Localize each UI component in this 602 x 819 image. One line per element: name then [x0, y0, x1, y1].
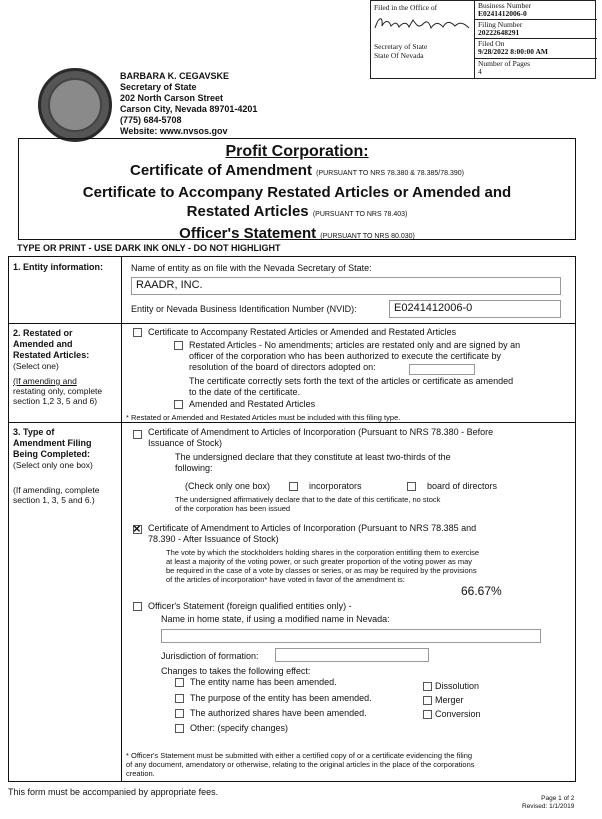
vote-text — [166, 548, 479, 584]
filed-on-label: Filed On — [478, 39, 505, 48]
before-issuance-l2: Issuance of Stock) — [148, 438, 223, 448]
board-checkbox[interactable] — [407, 482, 416, 491]
section3-select-one: (Select only one box) — [13, 460, 93, 470]
incorporators-label: incorporators — [309, 481, 362, 491]
revised-date: Revised: 1/1/2019 — [522, 803, 575, 810]
changes-label: Changes to takes the following effect: — [161, 666, 311, 676]
entity-name-field[interactable]: RAADR, INC. — [131, 277, 561, 295]
home-name-label: Name in home state, if using a modified name in Nevada: — [161, 614, 390, 624]
restated-text-l3: resolution of the board of directors adopted on: — [189, 362, 376, 372]
shares-amended-checkbox[interactable] — [175, 709, 184, 718]
title-line2: Certificate to Accompany Restated Articles or Amended and — [82, 184, 512, 201]
section2-select-one: (Select one) — [13, 361, 59, 371]
nvid-label: Entity or Nevada Business Identification Number (NVID): — [131, 304, 357, 314]
section3-label — [13, 427, 92, 460]
state-seal-inner — [48, 78, 102, 132]
business-number: E0241412006-0 — [478, 9, 527, 18]
restated-text-l1: Restated Articles - No amendments; articles are restated only and are signed by an — [189, 340, 521, 350]
accompany-checkbox[interactable] — [133, 328, 142, 337]
sos-title: Secretary of State — [120, 82, 197, 92]
filing-number-label: Filing Number — [478, 20, 523, 29]
restated-checkbox[interactable] — [174, 341, 183, 350]
home-name-field[interactable] — [161, 629, 541, 643]
nvid-field[interactable]: E0241412006-0 — [389, 300, 561, 318]
section2-note-l1: (If amending and — [13, 376, 77, 386]
jurisdiction-field[interactable] — [275, 648, 429, 662]
name-amended-checkbox[interactable] — [175, 678, 184, 687]
officer-note-l1: * Officer's Statement must be submitted with either a certified copy of or a certificate evidencing the filing — [126, 751, 473, 760]
cert-sets-l2: to the date of the certificate. — [189, 387, 301, 397]
merger-checkbox[interactable] — [423, 696, 432, 705]
dissolution-label: Dissolution — [435, 681, 480, 691]
section2-footnote: * Restated or Amended and Restated Articles must be included with this filing type. — [126, 413, 401, 422]
title-line1 — [19, 161, 575, 183]
accompany-label: Certificate to Accompany Restated Articles or Amended and Restated Articles — [148, 327, 457, 337]
title-line4-text: Officer's Statement — [179, 225, 317, 242]
merger-label: Merger — [435, 695, 464, 705]
state-label: State Of Nevada — [374, 51, 424, 60]
section1-label: 1. Entity information: — [13, 262, 103, 272]
pages-label: Number of Pages — [478, 59, 531, 68]
section2-label-l3: Restated Articles: — [13, 350, 90, 360]
title-line3 — [19, 202, 575, 224]
officer-statement-checkbox[interactable] — [133, 602, 142, 611]
undersigned-l1: The undersigned declare that they constitute at least two-thirds of the — [175, 452, 451, 462]
section2-note — [13, 376, 102, 406]
column-divider — [121, 257, 122, 781]
secretary-label: Secretary of State — [374, 42, 428, 51]
filed-in-office-label: Filed in the Office of — [374, 3, 438, 12]
vote-l2: at least a majority of the voting power, or such greater proportion of the voting power as may — [166, 557, 472, 566]
section3-note-l1: (If amending, complete — [13, 485, 100, 495]
pages-cell — [475, 59, 597, 79]
vote-l4: of the articles of incorporation* have voted in favor of the amendment is: — [166, 575, 405, 584]
section2-label-l2: Amended and — [13, 339, 73, 349]
page-number: Page 1 of 2 — [541, 795, 575, 802]
affirm-text — [175, 495, 440, 513]
section2-label — [13, 328, 89, 361]
amended-restated-checkbox[interactable] — [174, 400, 183, 409]
officer-note-l2: of any document, amendatory or otherwise, relating to the original articles in the place of the corporations — [126, 760, 475, 769]
filed-on: 9/28/2022 8:00:00 AM — [478, 47, 548, 56]
restated-text-l2: officer of the corporation who has been authorized to execute the certificate by — [189, 351, 502, 361]
sos-phone: (775) 684-5708 — [120, 115, 182, 125]
page-info — [522, 795, 574, 811]
sos-info — [120, 71, 257, 137]
section2-note-l2: restating only, complete — [13, 386, 103, 396]
officer-note — [126, 751, 475, 778]
business-number-label: Business Number — [478, 1, 532, 10]
title-line4-note: (PURSUANT TO NRS 80.030) — [320, 233, 415, 240]
section3-label-l1: 3. Type of — [13, 427, 55, 437]
before-issuance-label — [148, 427, 493, 449]
row-divider-1 — [9, 323, 575, 324]
vote-l1: The vote by which the stockholders holding shares in the corporation entitling them to exercise — [166, 548, 480, 557]
fees-notice: This form must be accompanied by appropriate fees. — [8, 787, 219, 797]
title-line1-note: (PURSUANT TO NRS 78.380 & 78.385/78.390) — [316, 170, 464, 177]
filed-on-cell — [475, 39, 597, 59]
other-label: Other: (specify changes) — [190, 723, 289, 733]
after-issuance-label — [148, 523, 476, 545]
board-label: board of directors — [427, 481, 498, 491]
type-print-instruction: TYPE OR PRINT - USE DARK INK ONLY - DO NOT HIGHLIGHT — [17, 243, 281, 253]
sos-website: Website: www.nvsos.gov — [120, 126, 228, 136]
conversion-label: Conversion — [435, 709, 481, 719]
affirm-l2: of the corporation has been issued — [175, 504, 291, 513]
officer-note-l3: creation. — [126, 769, 155, 778]
title-line3-text: Restated Articles — [186, 203, 309, 220]
sos-name: BARBARA K. CEGAVSKE — [120, 71, 230, 81]
vote-l3: be required in the case of a vote by classes or series, or as may be required by the provisions — [166, 566, 477, 575]
title-line1-text: Certificate of Amendment — [129, 162, 312, 179]
title-profit: Profit Corporation: — [225, 143, 369, 160]
undersigned-l2: following: — [175, 463, 213, 473]
section3-label-l2: Amendment Filing — [13, 438, 92, 448]
vote-percentage: 66.67% — [461, 584, 502, 598]
dissolution-checkbox[interactable] — [423, 682, 432, 691]
affirm-l1: The undersigned affirmatively declare that to the date of this certificate, no stock — [175, 495, 441, 504]
section2-label-l1: 2. Restated or — [13, 328, 73, 338]
jurisdiction-label: Jurisdiction of formation: — [161, 651, 259, 661]
business-number-cell — [475, 1, 597, 20]
before-issuance-checkbox[interactable] — [133, 430, 142, 439]
signature — [373, 12, 473, 36]
title-line3-note: (PURSUANT TO NRS 78.403) — [312, 211, 408, 218]
filing-number: 20222648291 — [478, 28, 520, 37]
shares-amended-label: The authorized shares have been amended. — [190, 708, 367, 718]
resolution-date-field[interactable] — [409, 364, 475, 375]
after-issuance-l2: 78.390 - After Issuance of Stock) — [148, 534, 279, 544]
section3-label-l3: Being Completed: — [13, 449, 91, 459]
section3-note — [13, 485, 99, 505]
sos-address2: Carson City, Nevada 89701-4201 — [120, 104, 258, 114]
sos-address1: 202 North Carson Street — [120, 93, 224, 103]
after-issuance-checkbox[interactable] — [133, 525, 142, 534]
after-issuance-l1: Certificate of Amendment to Articles of Incorporation (Pursuant to NRS 78.385 and — [148, 523, 477, 533]
section3-note-l2: section 1, 3, 5 and 6.) — [13, 495, 95, 505]
pages-value: 4 — [478, 67, 482, 76]
purpose-amended-checkbox[interactable] — [175, 694, 184, 703]
cert-sets-l1: The certificate correctly sets forth the text of the articles or certificate as amended — [189, 376, 514, 386]
row-divider-2 — [9, 422, 575, 423]
section2-note-l3: section 1,2 3, 5 and 6) — [13, 396, 98, 406]
entity-name-label: Name of entity as on file with the Nevada Secretary of State: — [131, 263, 372, 273]
amended-restated-label: Amended and Restated Articles — [189, 399, 316, 409]
title-box — [18, 138, 576, 240]
filing-number-cell — [475, 20, 597, 39]
conversion-checkbox[interactable] — [423, 710, 432, 719]
purpose-amended-label: The purpose of the entity has been amended. — [190, 693, 372, 703]
cert-sets-text — [189, 376, 513, 398]
other-checkbox[interactable] — [175, 724, 184, 733]
name-amended-label: The entity name has been amended. — [190, 677, 337, 687]
form-table — [8, 256, 576, 782]
incorporators-checkbox[interactable] — [289, 482, 298, 491]
undersigned-text — [175, 452, 451, 474]
before-issuance-l1: Certificate of Amendment to Articles of Incorporation (Pursuant to NRS 78.380 - Before — [148, 427, 494, 437]
officer-statement-label: Officer's Statement (foreign qualified entities only) - — [148, 601, 352, 611]
check-one-label: (Check only one box) — [185, 481, 271, 491]
